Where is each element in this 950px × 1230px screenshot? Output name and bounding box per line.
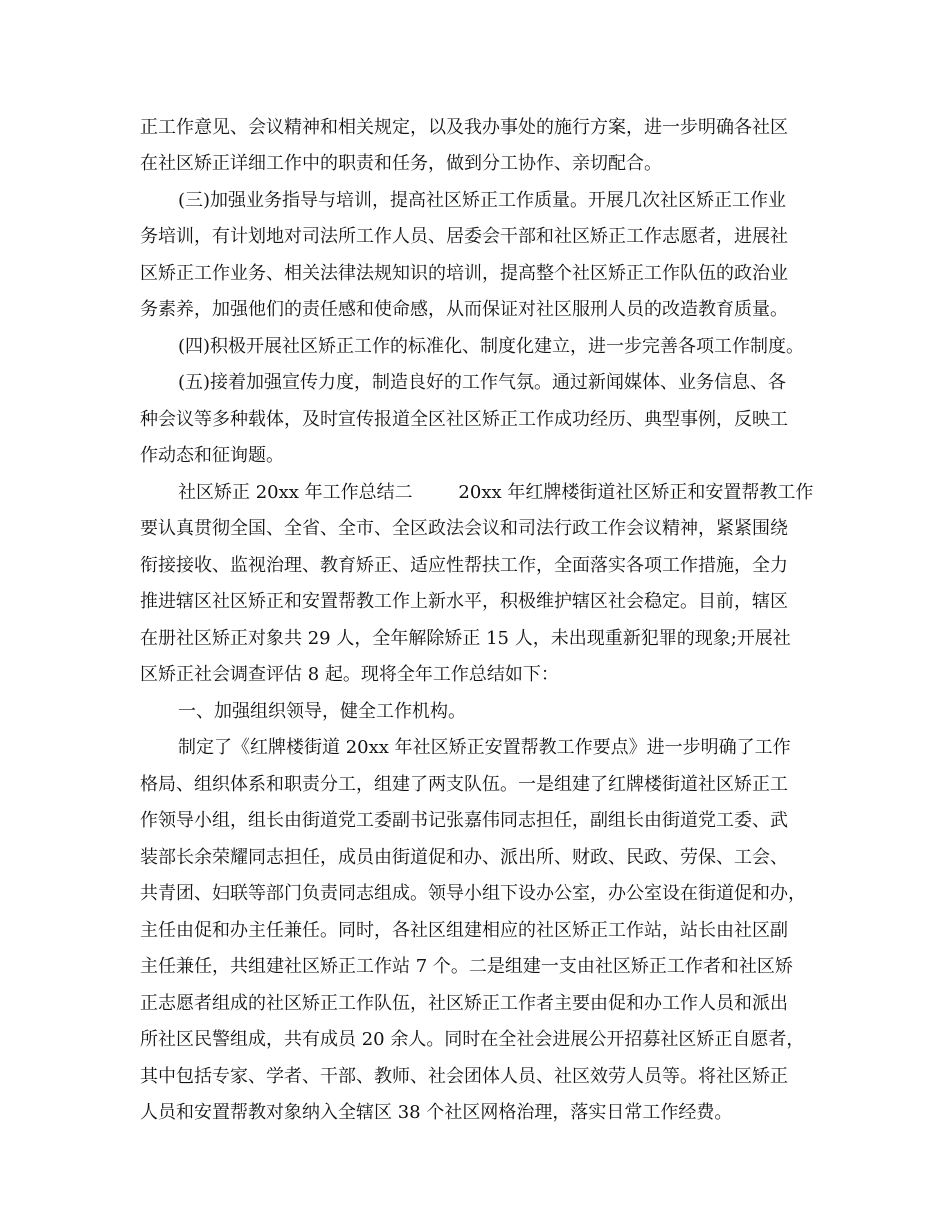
text-line: 推进辖区社区矫正和安置帮教工作上新水平，积极维护辖区社会稳定。目前，辖区 bbox=[140, 591, 788, 612]
text-line: 在册社区矫正对象共 29 人，全年解除矫正 15 人，未出现重新犯罪的现象;开展社 bbox=[140, 628, 791, 649]
text-line: (三)加强业务指导与培训，提高社区矫正工作质量。开展几次社区矫正工作业 bbox=[178, 190, 787, 211]
text-line: 种会议等多种载体，及时宣传报道全区社区矫正工作成功经历、典型事例，反映工 bbox=[140, 409, 788, 430]
text-line: 务培训，有计划地对司法所工作人员、居委会干部和社区矫正工作志愿者，进展社 bbox=[140, 226, 788, 247]
text-line: 一、加强组织领导，健全工作机构。 bbox=[178, 701, 466, 722]
text-line: 作动态和征询题。 bbox=[140, 445, 284, 466]
text-line: 共青团、妇联等部门负责同志组成。领导小组下设办公室，办公室设在街道促和办， bbox=[140, 883, 806, 904]
text-line: 正工作意见、会议精神和相关规定，以及我办事处的施行方案，进一步明确各社区 bbox=[140, 117, 788, 138]
text-line: 要认真贯彻全国、全省、全市、全区政法会议和司法行政工作会议精神，紧紧围绕 bbox=[140, 518, 788, 539]
text-line: 务素养，加强他们的责任感和使命感，从而保证对社区服刑人员的改造教育质量。 bbox=[140, 299, 788, 320]
text-line: 人员和安置帮教对象纳入全辖区 38 个社区网格治理，落实日常工作经费。 bbox=[140, 1102, 733, 1123]
text-line: 所社区民警组成，共有成员 20 余人。同时在全社会进展公开招募社区矫正自愿者， bbox=[140, 1029, 805, 1050]
text-line: 衔接接收、监视治理、教育矫正、适应性帮扶工作，全面落实各项工作措施，全力 bbox=[140, 555, 788, 576]
text-line: 作领导小组，组长由街道党工委副书记张嘉伟同志担任，副组长由街道党工委、武 bbox=[140, 810, 788, 831]
text-line: (四)积极开展社区矫正工作的标准化、制度化建立，进一步完善各项工作制度。 bbox=[178, 336, 805, 357]
text-line: (五)接着加强宣传力度，制造良好的工作气氛。通过新闻媒体、业务信息、各 bbox=[178, 372, 787, 393]
text-line: 制定了《红牌楼街道 20xx 年社区矫正安置帮教工作要点》进一步明确了工作 bbox=[178, 737, 791, 758]
text-line: 在社区矫正详细工作中的职责和任务，做到分工协作、亲切配合。 bbox=[140, 153, 662, 174]
text-line: 装部长余荣耀同志担任，成员由街道促和办、派出所、财政、民政、劳保、工会、 bbox=[140, 847, 788, 868]
text-line: 正志愿者组成的社区矫正工作队伍，社区矫正工作者主要由促和办工作人员和派出 bbox=[140, 993, 788, 1014]
text-line: 社区矫正 20xx 年工作总结二 20xx 年红牌楼街道社区矫正和安置帮教工作 bbox=[178, 482, 814, 503]
text-line: 区矫正工作业务、相关法律法规知识的培训，提高整个社区矫正工作队伍的政治业 bbox=[140, 263, 788, 284]
text-line: 主任由促和办主任兼任。同时，各社区组建相应的社区矫正工作站，站长由社区副 bbox=[140, 920, 788, 941]
text-line: 主任兼任，共组建社区矫正工作站 7 个。二是组建一支由社区矫正工作者和社区矫 bbox=[140, 956, 793, 977]
text-line: 区矫正社会调查评估 8 起。现将全年工作总结如下： bbox=[140, 664, 559, 685]
text-line: 其中包括专家、学者、干部、教师、社会团体人员、社区效劳人员等。将社区矫正 bbox=[140, 1066, 788, 1087]
text-line: 格局、组织体系和职责分工，组建了两支队伍。一是组建了红牌楼街道社区矫正工 bbox=[140, 774, 788, 795]
